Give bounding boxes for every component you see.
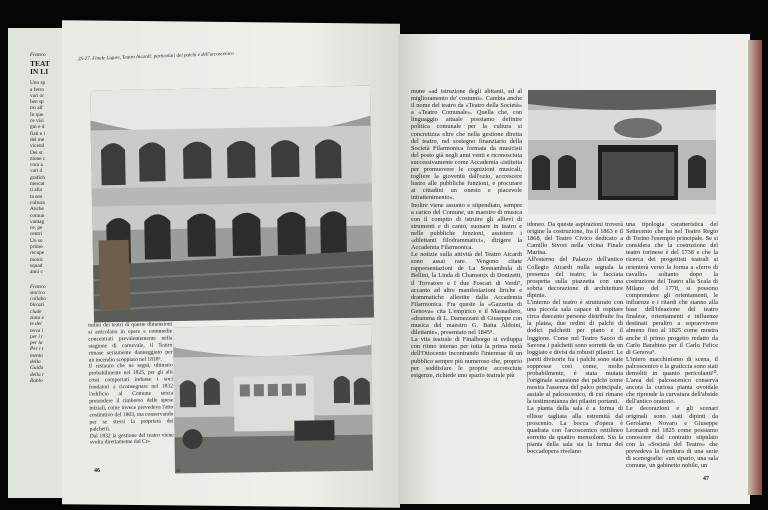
paragraph: mune «ad istruzione degli abitanti, ed al miglioramento de' costumi». Cambia anche il nome del teatro da «Teatro della Società» a «Teatro Comunale». Quella che, con linguaggio attuale possiamo definire politica comunale per la cultura si concretizza oltre che nella gestione diretta del teatro, nel sostegno finanziario della Società Filarmonica formata da musicisti del posto già negli anni venti e riconosciuta successivamente come Accademia «istituita per promuovere le cognizioni musicali, togliere la gioventù dall'ozio, accrescere lustro alle pubbliche funzioni, e procurare ai cittadini un onesto e piacevole intrattenimento». (411, 88, 522, 202)
side-title (30, 60, 58, 76)
text-line: storico (30, 289, 45, 296)
paragraph: tudini dei teatri di queste dimensioni si articolano in opere e commedie concentrati prevalentemente nella stagione di carnevale, il Teatro rimase seriamente danneggiato per un incendio scoppiato nel 1818⁶. (88, 321, 173, 364)
adjacent-page-text (30, 52, 58, 384)
page-number-right: 47 (703, 476, 709, 482)
text-line: vantag (30, 218, 45, 225)
text-line: primo (30, 244, 43, 251)
paragraph: Il restauro che ne seguì, ultimato probabilmente nel 1825, per gli alti costi comportati indusse i soci fondatori a riconsegnare nel 1832 l'edificio al Comune senza pretendere il rimborso delle spese iniziali, come invece prevedeva l'atto costitutivo del 1803, ma conservando per se stessi la proprietà dei palchetti. (88, 362, 174, 433)
text-line: fiati e i (30, 130, 46, 137)
photo-number: 26 (176, 468, 180, 473)
paragraph: Le decorazioni e gli scenari originali sono stati dipinti da Gerolamo Novaro e Giuseppe Leonardi nel 1825 come possiamo conoscere dal contratto stipulato con la «Società del Teatro» che prevedeva la fornitura di una serie di scenografie: «un sipario, una sala comune, un gabinetto nobile, un (626, 405, 718, 470)
paragraph: La vita teatrale di Finalborgo si sviluppa con ritmo intenso per tutta la prima metà dell'Ottocento incontrando l'interesse di un pubblico sempre più numeroso che, proprio per soddisfare le proprie accresciute esigenze, richiede uno spazio teatrale più (411, 336, 522, 379)
text-line: Guida (30, 365, 44, 372)
paragraph: Le notizie sulla attività del Teatro Aicardi sono assai rare. Vengono citate rappresentazioni de La Sonnambula di Bellini, la Linda di Chamonix di Donizetti, il Trovatore e I due Foscari di Verdi⁷, accanto ad altre manifestazioni liriche e drammatiche allestite dalla Accademia Filarmonica. Fra queste la «Gazzetta di Genova» cita L'empirico e il Masnadiero, «dramma di L. Damezzani di Giuseppe con musica del maestro G. Batta Aldoini, dilettante», presentato nel 1845⁸. (411, 251, 522, 337)
text-line: grafich (30, 174, 45, 181)
text-line: blicazi (30, 302, 45, 309)
paragraph: Dal 1832 la gestione del teatro viene svolta direttamente dal Co- (89, 431, 174, 446)
text-line: centri (30, 231, 43, 238)
text-line: comun (30, 212, 45, 219)
book-edge (748, 40, 762, 495)
paragraph: una tipologia caratteristica del Settecento che ha nel Teatro Regio di Torino l'esempio principale. Se si considera che la costruzione del teatro torinese è del 1738 e che la ricerca dei progettisti teatrali si orienterà verso la forma a «ferro di cavallo» soltanto dopo la costruzione del Teatro alla Scala di Milano del 1778, si possono comprendere gli orientamenti, le influenze e i ritardi che stanno alla base dell'ideazione del teatro finalese, orientamenti e influenze destinati peraltro a sopravvivere almeno fino al 1825 come mostra anche il primo progetto redatto da Carlo Barabino per il Carlo Felice di Genova⁹. (626, 221, 718, 356)
text-line: zione c (30, 155, 46, 162)
text-line: vari or (30, 92, 44, 99)
text-line: recupe (30, 250, 45, 257)
adjacent-page-sliver (8, 28, 64, 498)
paragraph: L'interno del teatro è strutturato con una piccola sala capace di ospitare circa duecento persone distribuite fra la platea, due ordini di palchi di dodici palchetti per piano e il loggione. Come nel Teatro Sacco di Savona i palchetti sono sorretti da un loggiato e divisi da robusti pilastri. Le pareti divisorie fra i palchi sono state soppresse così come, molto probabilmente, è stata mutata l'originale scansione dei palchi come mostra l'assenza del palco principale, assiale al palcoscenico, di cui rimane la testimonianza dei pilastri portanti. (527, 299, 624, 406)
text-line: Dei st (30, 149, 43, 156)
text-line: vicend (30, 143, 45, 150)
text-line: Per i t (30, 346, 44, 353)
side-author: Franco (30, 52, 46, 58)
text-line: mercat (30, 181, 45, 188)
text-line: collabo (30, 296, 46, 303)
text-line: ben sp (30, 99, 44, 106)
text-line: ziata e (30, 314, 44, 321)
text-line: monic (30, 256, 44, 263)
text-line: per i t (30, 333, 43, 340)
side-bio (30, 284, 58, 385)
side-title-line: IN LI (30, 67, 49, 77)
right-page-column-1 (411, 88, 522, 379)
figure-caption: 25-27. Finale Ligure, Teatro Aicardi: particolari dei palchi e dell'arcoscenico (77, 51, 234, 63)
text-line: In que (30, 111, 44, 118)
text-line: ce, pe (30, 225, 43, 232)
text-line: Anche (30, 206, 44, 213)
text-line: cora a (30, 162, 43, 169)
text-line: Un so (30, 237, 43, 244)
text-line: squad (30, 262, 43, 269)
right-page-column-2 (527, 221, 623, 455)
text-line: della (30, 359, 41, 366)
left-page-text-column (88, 321, 174, 446)
right-page-column-3 (626, 221, 718, 469)
text-line: mento (30, 352, 43, 359)
paragraph: Inoltre viene assunto e stipendiato, sempre a carico del Comune, un maestro di musica con il compito di istruire gli allievi di strumenti e di canto, suonare in teatro e nelle pubbliche funzioni, assistere i «dilettanti filodrammatici», dirigere la Accademia Filarmonica. (411, 201, 522, 252)
text-line: della r (30, 371, 44, 378)
text-line: ta sen (30, 193, 43, 200)
text-line: Uno sp (30, 80, 46, 87)
text-line: gni e d (30, 124, 45, 131)
text-line: a ferro (30, 86, 44, 93)
text-line: te del (30, 321, 42, 328)
text-line: ti alla (30, 187, 42, 194)
text-line: anni c (30, 269, 43, 276)
paragraph: All'esterno del Palazzo dell'antico Collegio Aicardi nulla segnala la presenza del teatro; la facciata prospetta sulla piazzetta con una sobria decorazione di architetture dipinte. (527, 256, 623, 299)
text-line: per la (30, 340, 43, 347)
text-line: nova i (30, 327, 44, 334)
paragraph: La pianta della sala è a forma di ellisse tagliata alla estremità dal proscenio. La bocca d'opera è quadrata con l'arcoscenico rettilineo sorretto da quattro mensoloni. Sia la pianta della sala sia la forma del boccadopera rivelano (527, 405, 623, 455)
text-line: vari d (30, 168, 43, 175)
text-line: Rablo (30, 377, 43, 384)
side-title-line: TEAT (30, 59, 50, 69)
photo-theatre-boxes (90, 86, 374, 323)
photo-stage-interior (173, 325, 373, 474)
paragraph: idoneo. Da queste aspirazioni troverà origine la costruzione, fra il 1863 e il 1868, del Teatro Civico dedicato a Camillo Sivori nella vicina Finale Marina. (527, 221, 623, 257)
photo-proscenium (528, 90, 716, 214)
page-number-left: 46 (94, 468, 100, 474)
side-body (30, 80, 58, 275)
text-line: tro all' (30, 105, 44, 112)
text-line: ce visi (30, 118, 44, 125)
text-line: del me (30, 136, 45, 143)
paragraph: L'intero macchinismo di scena, il palcoscenico e la graticcia sono stati demoliti in quanto pericolanti¹⁰. L'area del palcoscenico conserva ancora la curiosa pianta ovoidale che riprende la curvatura dell'abside dell'antico oratorio. (626, 355, 718, 406)
text-line: clude (30, 308, 42, 315)
text-line: Franco (30, 283, 46, 290)
text-line: cultura (30, 199, 45, 206)
